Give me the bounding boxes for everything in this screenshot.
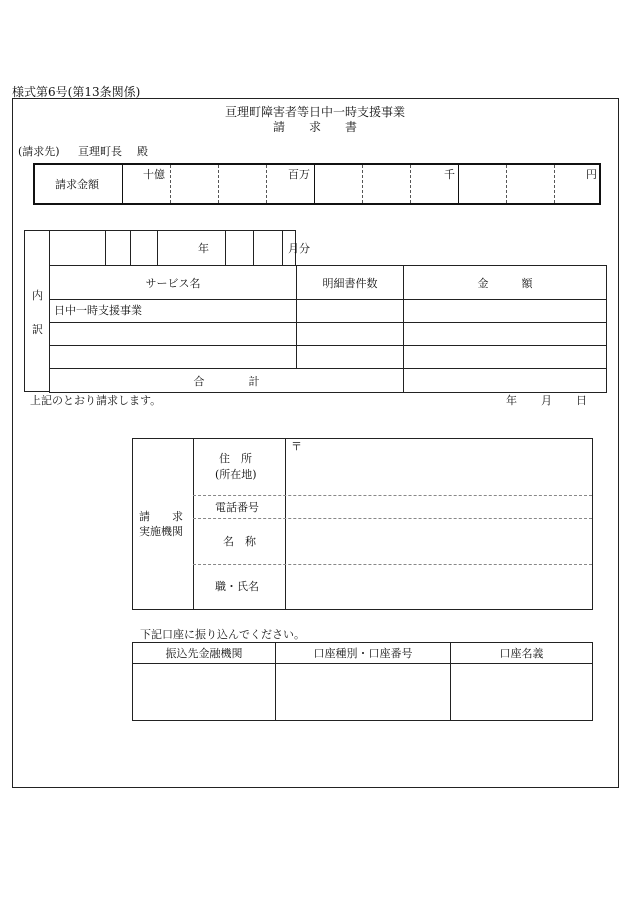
phone-label: 電話番号	[215, 501, 259, 514]
row-service[interactable]	[50, 346, 297, 369]
table-row	[50, 346, 607, 369]
table-row	[50, 300, 607, 323]
row-amount[interactable]	[404, 346, 607, 369]
row-service[interactable]	[50, 323, 297, 346]
amount-label: 請求金額	[55, 178, 99, 191]
addressee-label: (請求先)	[18, 145, 60, 158]
org-name-label: 名 称	[223, 535, 256, 548]
row-count[interactable]	[297, 346, 404, 369]
amount-digits[interactable]	[123, 165, 599, 203]
year-label: 年	[198, 242, 209, 255]
address-label: 住 所	[219, 452, 252, 465]
breakdown-side-label-1: 内	[32, 289, 43, 302]
table-row	[133, 664, 593, 721]
org-name-input[interactable]	[286, 519, 591, 563]
claimant-heading-2: 実施機関	[139, 525, 183, 538]
bank-col-holder: 口座名義	[451, 643, 593, 664]
row-amount[interactable]	[404, 323, 607, 346]
bank-table	[132, 642, 593, 721]
unit-thousand: 千	[444, 168, 455, 181]
title-name-label: 職・氏名	[215, 580, 259, 593]
col-service: サービス名	[50, 266, 297, 300]
month-label: 月分	[288, 242, 310, 255]
date-year: 年	[506, 394, 517, 407]
bank-col-institution: 振込先金融機関	[133, 643, 276, 664]
form-number: 様式第6号(第13条関係)	[12, 85, 141, 99]
bank-account-input[interactable]	[276, 664, 451, 721]
unit-billion: 十億	[143, 168, 165, 181]
amount-box	[33, 163, 601, 205]
unit-million: 百万	[288, 168, 310, 181]
claimant-box	[132, 438, 593, 610]
form-title: 亘理町障害者等日中一時支援事業	[224, 105, 405, 119]
bank-instruction: 下記口座に振り込んでください。	[140, 628, 305, 641]
title-name-input[interactable]	[286, 565, 591, 609]
date-day: 日	[576, 394, 587, 407]
breakdown-section	[24, 230, 608, 392]
address-input[interactable]	[286, 439, 591, 494]
row-count[interactable]	[297, 300, 404, 323]
bank-holder-input[interactable]	[451, 664, 593, 721]
row-count[interactable]	[297, 323, 404, 346]
col-count: 明細書件数	[297, 266, 404, 300]
row-service[interactable]: 日中一時支援事業	[50, 300, 297, 323]
addressee-honorific: 殿	[137, 145, 148, 158]
phone-input[interactable]	[286, 496, 591, 517]
total-amount[interactable]	[404, 369, 607, 393]
table-row	[50, 323, 607, 346]
breakdown-table	[49, 265, 607, 393]
row-amount[interactable]	[404, 300, 607, 323]
col-amount: 金 額	[404, 266, 607, 300]
addressee-name: 亘理町長	[78, 145, 122, 158]
year-month-field[interactable]	[49, 230, 310, 266]
address-sub-label: (所在地)	[215, 468, 257, 481]
form-subtitle: 請 求 書	[272, 120, 357, 134]
claimant-heading-1: 請 求	[139, 510, 183, 523]
date-month: 月	[541, 394, 552, 407]
total-label: 合 計	[50, 369, 404, 393]
bank-col-account: 口座種別・口座番号	[276, 643, 451, 664]
bank-institution-input[interactable]	[133, 664, 276, 721]
declaration-text: 上記のとおり請求します。	[30, 394, 162, 407]
breakdown-side-label-2: 訳	[32, 323, 43, 336]
postal-mark: 〒	[291, 440, 302, 453]
unit-yen: 円	[586, 168, 597, 181]
